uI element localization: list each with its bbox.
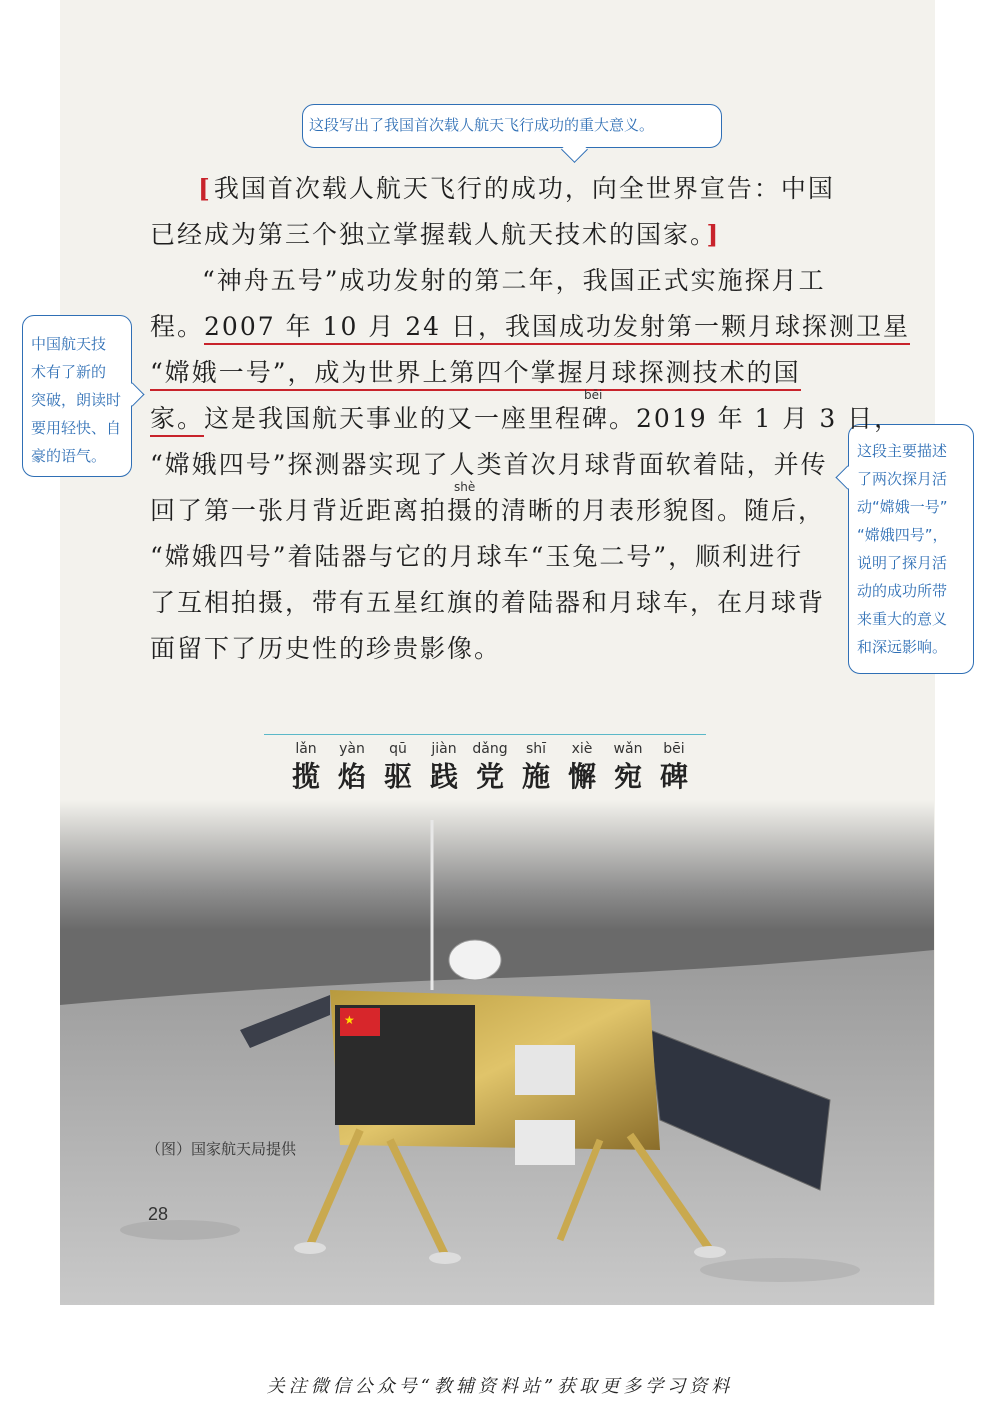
underlined-text: “嫦娥一号”，成为世界上第四个掌握月球探测技术的国 xyxy=(150,358,801,391)
paragraph-text: “神舟五号”成功发射的第二年，我国正式实施探月工 xyxy=(202,266,826,295)
paragraph-text: “嫦娥四号”探测器实现了人类首次月球背面软着陆，并传 xyxy=(150,450,828,479)
char-hanzi: 践 xyxy=(429,760,458,793)
callout-left-line: 突破，朗读时 xyxy=(31,391,122,409)
bracket-open-mark: [ xyxy=(198,174,212,203)
lunar-lander-photo xyxy=(60,800,934,1305)
char-pinyin: bēi xyxy=(663,741,685,757)
underlined-text: 家。 xyxy=(150,404,204,437)
paragraph-2-line-5 xyxy=(150,442,828,488)
paragraph-2-line-8 xyxy=(150,580,825,626)
callout-right-line: 了两次探月活 xyxy=(857,470,948,488)
char-hanzi: 宛 xyxy=(613,760,642,793)
underlined-text: 2007 年 10 月 24 日，我国成功发射第一颗月球探测卫星 xyxy=(204,312,910,345)
new-char xyxy=(652,741,696,795)
new-char xyxy=(284,741,328,795)
char-hanzi: 党 xyxy=(475,760,504,793)
char-pinyin: xiè xyxy=(571,741,593,757)
paragraph-text: 了互相拍摄，带有五星红旗的着陆器和月球车，在月球背 xyxy=(150,588,826,617)
lander-illustration xyxy=(60,800,934,1305)
new-char xyxy=(330,741,374,795)
paragraph-2-line-1 xyxy=(150,258,826,304)
callout-left xyxy=(22,315,132,477)
paragraph-text: 已经成为第三个独立掌握载人航天技术的国家。 xyxy=(150,220,705,249)
callout-right-line: 来重大的意义 xyxy=(857,610,948,628)
callout-right-line: 和深远影响。 xyxy=(857,638,948,656)
callout-right-line: 动的成功所带 xyxy=(857,582,948,600)
callout-right-line: 说明了探月活 xyxy=(857,554,948,572)
paragraph-text: “嫦娥四号”着陆器与它的月球车“玉兔二号”，顺利进行 xyxy=(150,542,804,571)
page-number: 28 xyxy=(148,1204,169,1224)
svg-text:★: ★ xyxy=(344,1013,355,1027)
char-pinyin: yàn xyxy=(339,741,365,757)
callout-top xyxy=(302,104,722,148)
char-hanzi: 驱 xyxy=(383,760,412,793)
paragraph-2-line-6 xyxy=(150,488,825,534)
char-pinyin: wǎn xyxy=(613,741,643,757)
callout-top-text: 这段写出了我国首次载人航天飞行成功的重大意义。 xyxy=(309,116,655,134)
char-pinyin: qū xyxy=(389,741,407,757)
callout-left-line: 术有了新的 xyxy=(31,363,107,381)
new-char xyxy=(376,741,420,795)
paragraph-2-line-4 xyxy=(150,396,901,442)
callout-left-line: 中国航天技 xyxy=(31,335,107,353)
pinyin-annotation-she: shè xyxy=(454,480,476,494)
new-char xyxy=(560,741,604,795)
char-hanzi: 焰 xyxy=(337,760,366,793)
paragraph-2-line-9 xyxy=(150,626,501,672)
new-char xyxy=(606,741,650,795)
paragraph-text: 回了第一张月背近距离拍摄的清晰的月表形貌图。随后， xyxy=(150,496,826,525)
char-hanzi: 碑 xyxy=(659,760,688,793)
char-pinyin: dǎng xyxy=(472,741,508,757)
new-char xyxy=(514,741,558,795)
char-hanzi: 揽 xyxy=(291,760,320,793)
callout-right-line: “嫦娥四号”， xyxy=(857,526,948,544)
photo-credit: （图）国家航天局提供 xyxy=(146,1140,297,1158)
paragraph-2-line-2 xyxy=(150,304,910,350)
bracket-close-mark: ] xyxy=(706,220,721,249)
char-hanzi: 施 xyxy=(521,760,550,793)
callout-left-line: 豪的语气。 xyxy=(31,447,107,465)
callout-right xyxy=(848,424,974,674)
new-characters-box xyxy=(264,734,706,808)
paragraph-2-line-3 xyxy=(150,350,801,396)
callout-right-line: 动“嫦娥一号” xyxy=(857,498,948,516)
paragraph-text: 这是我国航天事业的又一座里程碑。2019 年 1 月 3 日， xyxy=(204,404,902,433)
callout-left-line: 要用轻快、自 xyxy=(31,419,122,437)
pinyin-annotation-bei: bēi xyxy=(584,388,603,402)
char-pinyin: shī xyxy=(525,741,547,757)
paragraph-text: 我国首次载人航天飞行的成功，向全世界宣告：中国 xyxy=(213,174,835,203)
paragraph-text: 程。 xyxy=(150,312,205,341)
char-hanzi: 懈 xyxy=(567,760,596,793)
footer-note: 关注微信公众号“教辅资料站”获取更多学习资料 xyxy=(266,1376,734,1397)
new-char xyxy=(468,741,512,795)
paragraph-2-line-7 xyxy=(150,534,803,580)
callout-right-line: 这段主要描述 xyxy=(857,442,948,460)
new-char xyxy=(422,741,466,795)
paragraph-1-line-1 xyxy=(150,166,835,212)
char-pinyin: jiàn xyxy=(431,741,457,757)
paragraph-text: 面留下了历史性的珍贵影像。 xyxy=(150,634,502,663)
char-pinyin: lǎn xyxy=(295,741,317,757)
paragraph-1-line-2 xyxy=(150,212,720,258)
